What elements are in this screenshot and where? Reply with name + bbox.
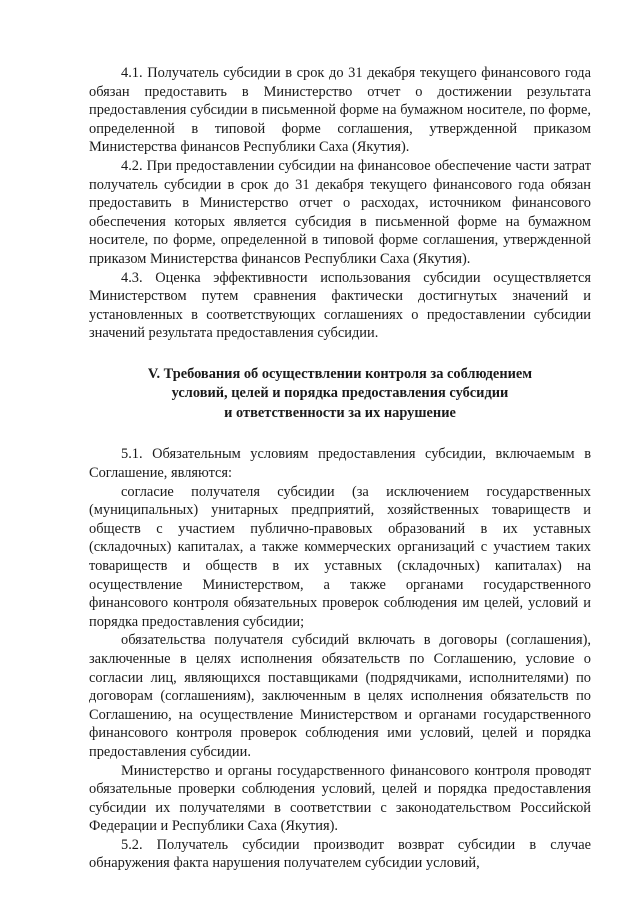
section-5-heading-line-1: V. Требования об осуществлении контроля за соблюдением <box>147 365 533 382</box>
section-5-heading-line-2: условий, целей и порядка предоставления субсидии <box>171 385 509 402</box>
paragraph-5-1-inspections: Министерство и органы государственного финансового контроля проводят обязательные проверки соблюдения условий, целей и порядка предоставления субсидии их получателями в соответствии с законодательством Российской Федерации и Республики Саха (Якутия). <box>89 762 591 835</box>
section-5-heading-line-3: и ответственности за их нарушение <box>224 404 456 421</box>
section-5-heading <box>89 365 591 424</box>
paragraph-5-1-obligations: обязательства получателя субсидий включать в договоры (соглашения), заключенные в целях исполнения обязательств по Соглашению, условие о согласии лиц, являющихся поставщиками (подрядчиками, исполнителями) по договорам (соглашениям), заключенным в целях исполнения обязательств по Соглашению, на осуществление Министерством и органами государственного финансового контроля проверок соблюдения ими условий, целей и порядка предоставления субсидии. <box>89 632 591 760</box>
paragraph-4-3: 4.3. Оценка эффективности использования субсидии осуществляется Министерством путем сравнения фактически достигнутых значений и установленных в соответствующих соглашениях о предоставлении субсидии значений результата предоставления субсидии. <box>89 269 591 342</box>
document-body <box>89 64 591 873</box>
paragraph-5-1: 5.1. Обязательным условиям предоставления субсидии, включаемым в Соглашение, являются: <box>89 446 591 481</box>
paragraph-4-1: 4.1. Получатель субсидии в срок до 31 декабря текущего финансового года обязан предоставить в Министерство отчет о достижении результата предоставления субсидии в письменной форме на бумажном носителе, по форме, определенной в типовой форме соглашения, утвержденной приказом Министерства финансов Республики Саха (Якутия). <box>89 65 591 156</box>
paragraph-4-2: 4.2. При предоставлении субсидии на финансовое обеспечение части затрат получатель субсидии в срок до 31 декабря текущего финансового года обязан предоставить в Министерство отчет о расходах, источником финансового обеспечения которых является субсидия в письменной форме на бумажном носителе, по форме, определенной в типовой форме соглашения, утвержденной приказом Министерства финансов Республики Саха (Якутия). <box>89 157 591 267</box>
paragraph-5-2: 5.2. Получатель субсидии производит возврат субсидии в случае обнаружения факта нарушения получателем субсидии условий, <box>89 836 591 872</box>
paragraph-5-1-consent: согласие получателя субсидии (за исключением государственных (муниципальных) унитарных предприятий, хозяйственных товариществ и обществ с участием публично-правовых образований в их уставных (складочных) капиталах, а также коммерческих организаций с участием таких товариществ и обществ в их уставных (складочных) капиталах) на осуществление Министерством, а также органами государственного финансового контроля обязательных проверок соблюдения им целей, условий и порядка предоставления субсидии; <box>89 483 591 630</box>
